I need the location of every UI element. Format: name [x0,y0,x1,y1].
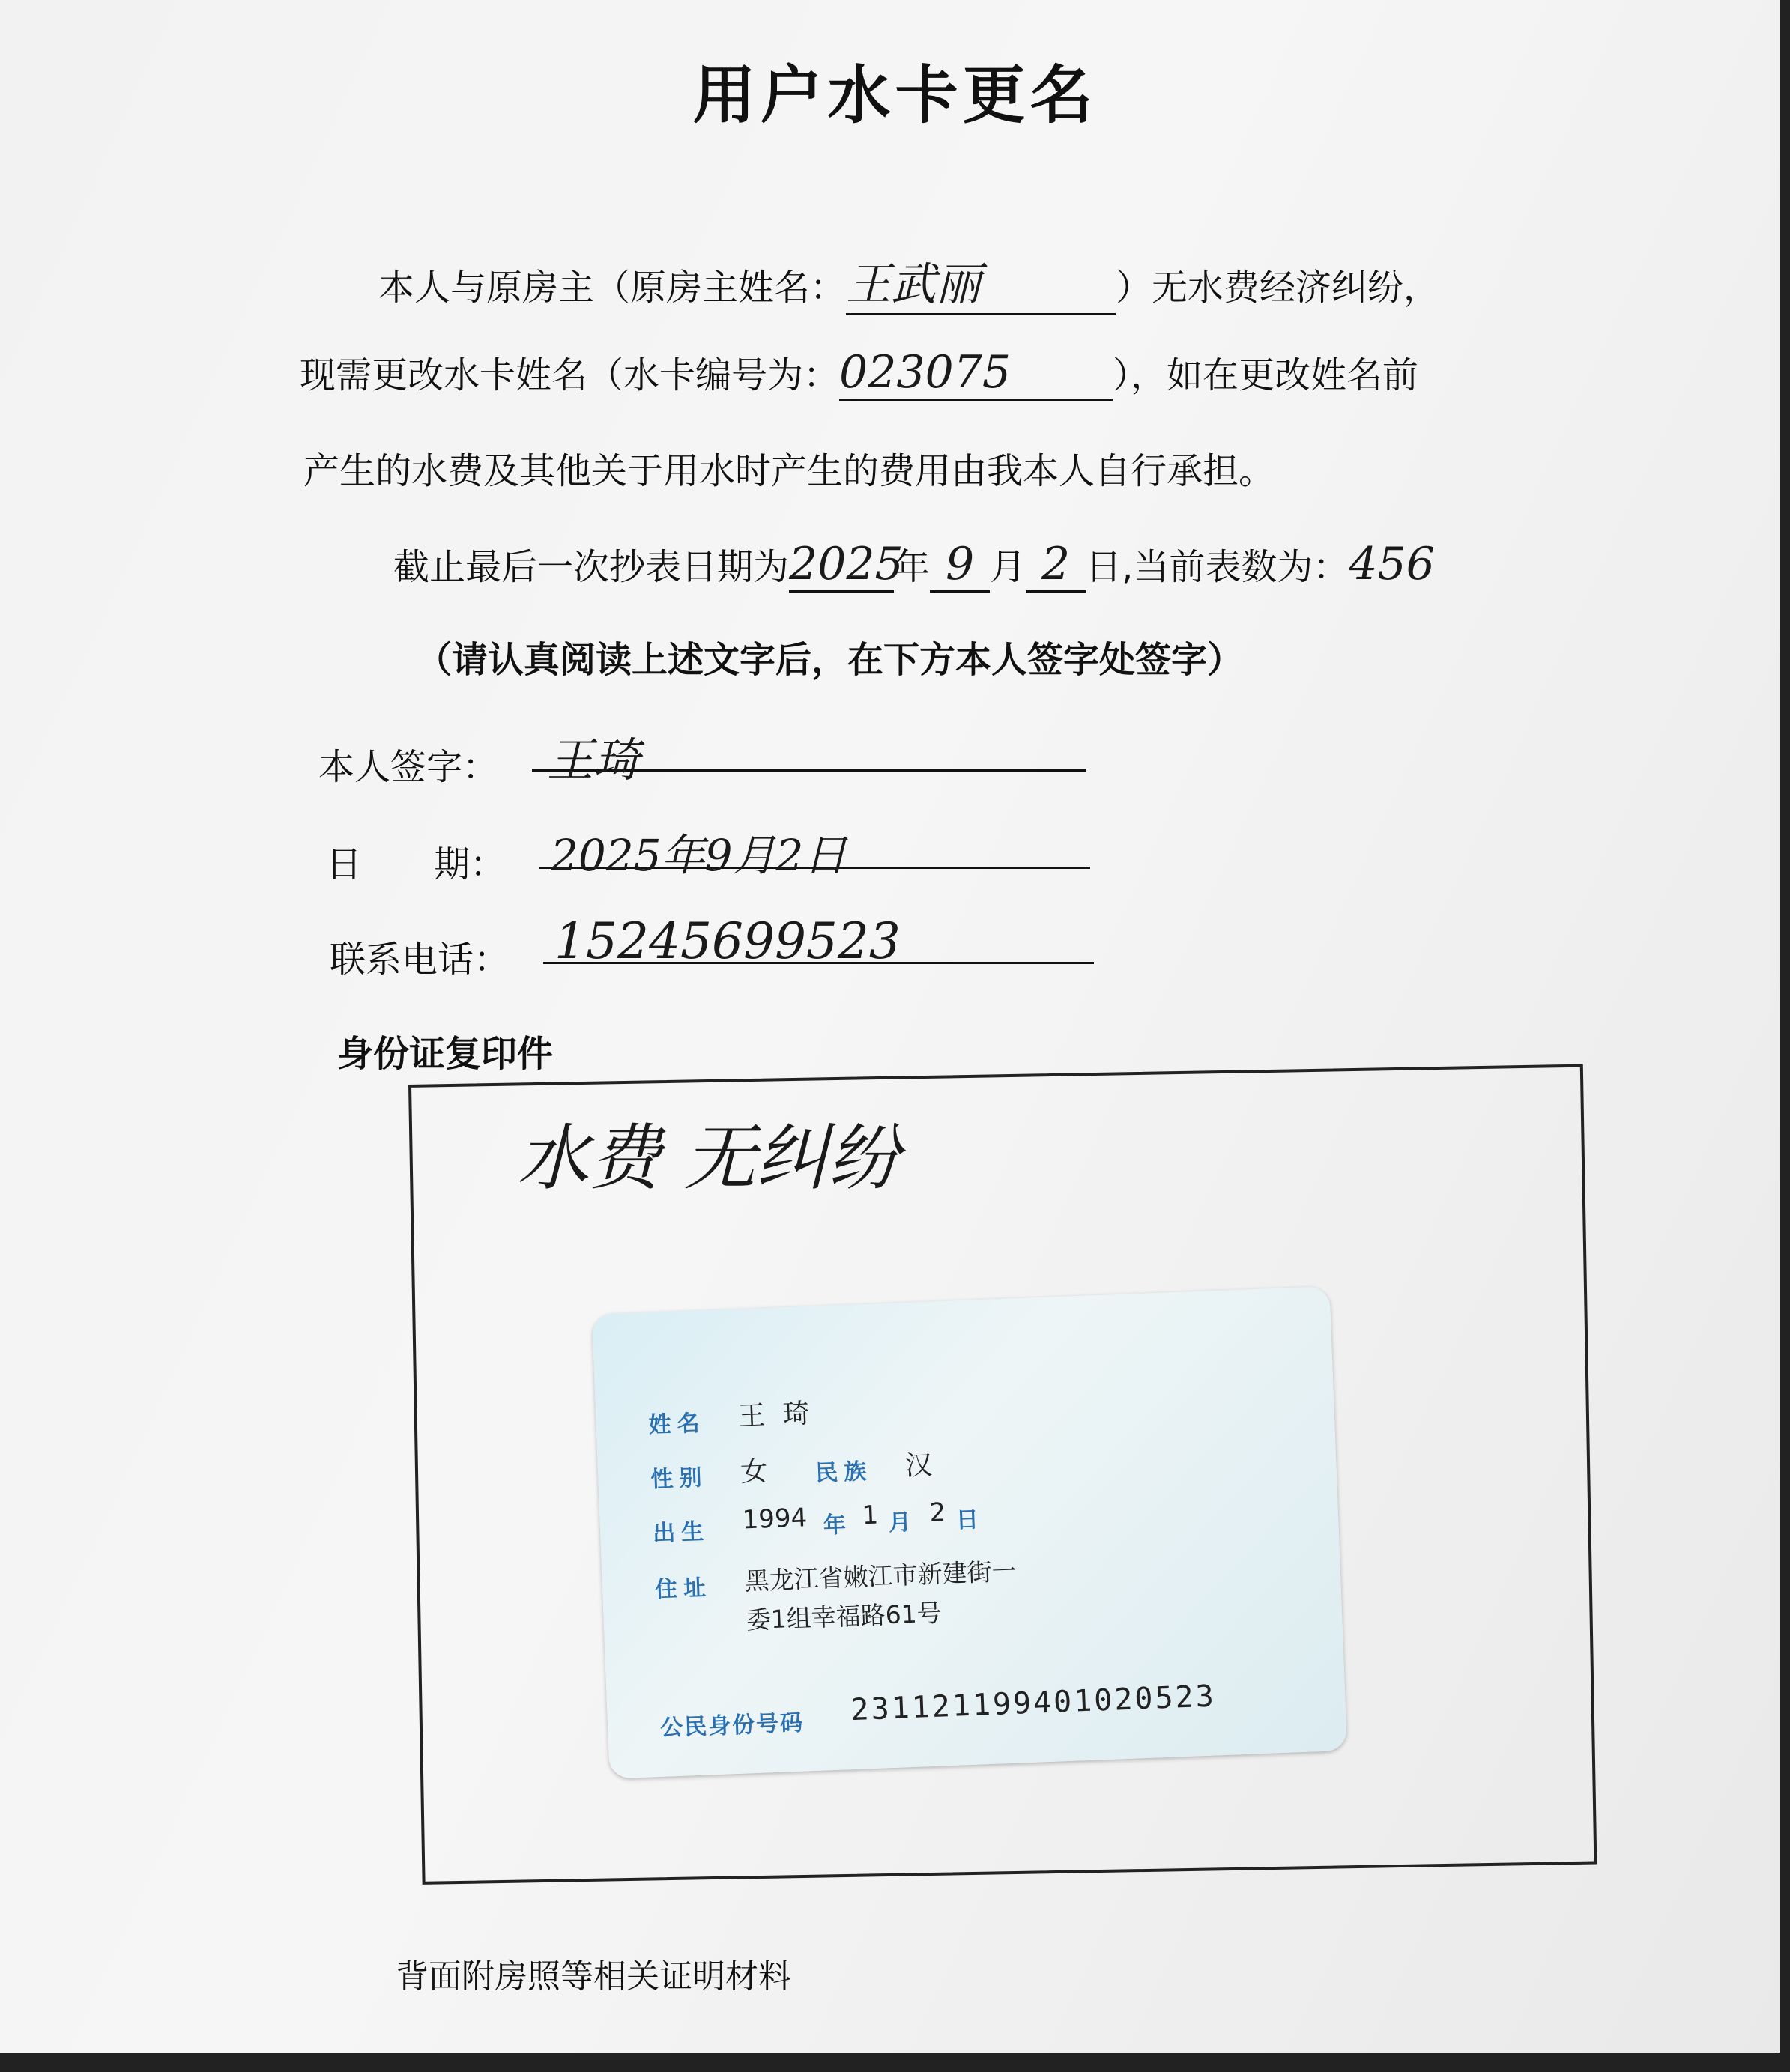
id-number-label: 公民身份号码 [659,1709,805,1742]
id-sex: 女 [740,1456,769,1488]
meter-value-handwritten: 456 [1349,538,1435,590]
id-ethnic: 汉 [904,1450,933,1482]
id-ethnic-label: 民族 [814,1458,873,1487]
id-birth-label: 出生 [652,1518,710,1548]
meter-year-handwritten: 2025 [789,538,894,593]
footer-note: 背面附房照等相关证明材料 [396,1957,791,1996]
phone-field: 联系电话： 15245699523 [330,930,510,982]
instruction-text: （请认真阅读上述文字后，在下方本人签字处签字） [416,639,1244,681]
id-address-line2: 委1组幸福路61号 [746,1598,943,1635]
id-photo-area [1063,1372,1298,1638]
id-sex-label: 性别 [650,1464,709,1494]
id-copy-label: 身份证复印件 [337,1033,554,1075]
document-title: 用户水卡更名 [692,58,1098,132]
id-card-copy: 姓名 王 琦 性别 女 民族 汉 出生 1994 年 1 月 2 日 住址 黑龙江省嫩江市新建街一 委1组幸福路61号 公民身份号码 231121199401020523 [592,1286,1347,1778]
meter-month-handwritten: 9 [930,538,990,593]
phone-handwritten: 15245699523 [543,912,1094,964]
id-name-label: 姓名 [648,1410,707,1439]
id-number: 231121199401020523 [850,1679,1217,1728]
signature-field: 本人签字： 王琦 [318,738,498,790]
paragraph-responsibility: 产生的水费及其他关于用水时产生的费用由我本人自行承担。 [303,450,1275,492]
paragraph-meter-reading: 截止最后一次抄表日期为2025年 9 月 2 日,当前表数为：456 [393,538,1435,593]
paragraph-previous-owner: 本人与原房主（原房主姓名：王武丽 ）无水费经济纠纷， [378,249,1439,315]
id-address-line1: 黑龙江省嫩江市新建街一 [744,1556,1018,1596]
id-name: 王 琦 [737,1398,815,1432]
signature-handwritten: 王琦 [532,723,1086,772]
box-handwritten-note: 水费 无纠纷 [517,1116,900,1200]
id-address-label: 住址 [654,1575,713,1604]
paragraph-card-number: 现需更改水卡姓名（水卡编号为：023075 ），如在更改姓名前 [300,346,1418,401]
meter-day-handwritten: 2 [1026,538,1086,593]
date-handwritten: 2025年9月2日 [539,820,1090,869]
date-field: 日 期： 2025年9月2日 [326,835,506,887]
card-number-handwritten: 023075 [839,346,1113,401]
previous-owner-handwritten: 王武丽 [846,249,1116,315]
